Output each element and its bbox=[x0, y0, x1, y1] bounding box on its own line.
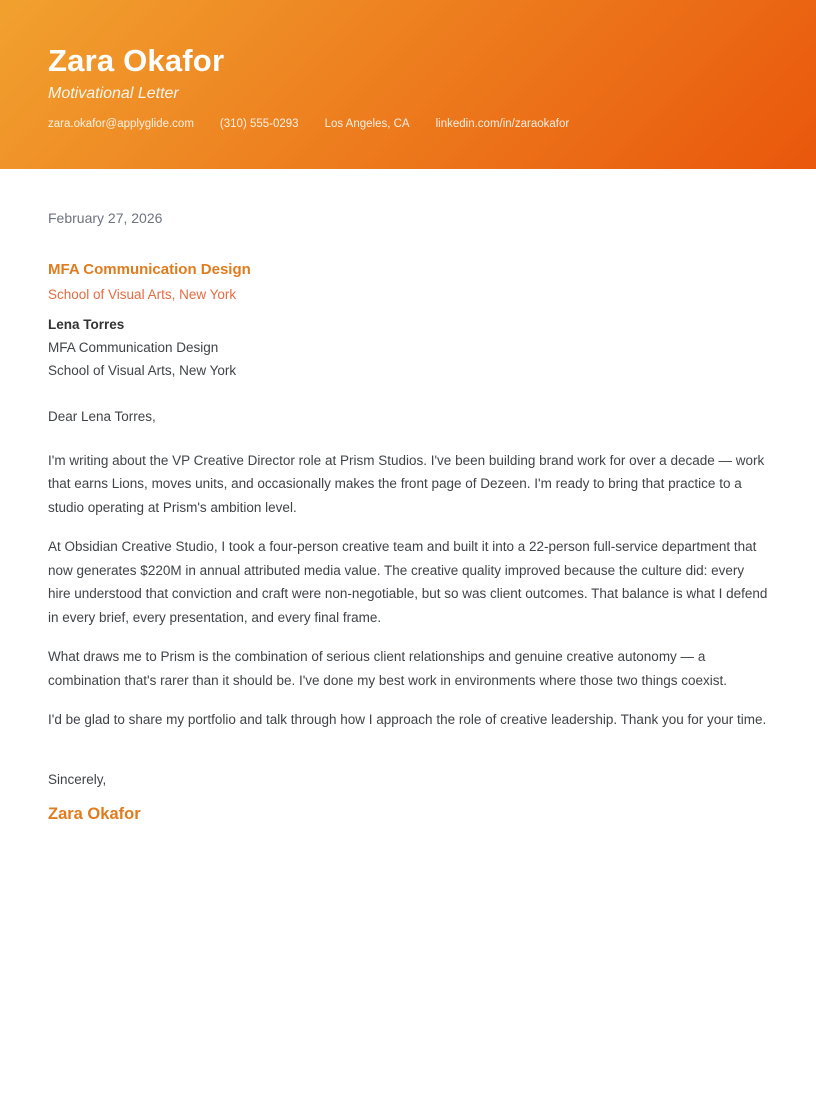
applicant-name-title: Zara Okafor bbox=[48, 43, 225, 78]
position-title: MFA Communication Design bbox=[48, 261, 251, 279]
recipient-block bbox=[48, 313, 768, 382]
document-type-subtitle: Motivational Letter bbox=[48, 85, 179, 103]
contact-location: Los Angeles, CA bbox=[324, 118, 410, 131]
contact-row bbox=[48, 118, 768, 131]
recipient-role: MFA Communication Design bbox=[48, 340, 219, 356]
position-organization: School of Visual Arts, New York bbox=[48, 286, 237, 302]
salutation: Dear Lena Torres, bbox=[48, 409, 156, 425]
letter-date: February 27, 2026 bbox=[48, 210, 163, 226]
contact-email: zara.okafor@applyglide.com bbox=[48, 118, 194, 131]
letter-header bbox=[0, 0, 816, 169]
contact-phone: (310) 555-0293 bbox=[219, 118, 299, 131]
recipient-name: Lena Torres bbox=[48, 317, 125, 333]
body-paragraph-4: I'd be glad to share my portfolio and talk through how I approach the role of creative leadership. Thank you for your time. bbox=[48, 712, 767, 728]
signature-name: Zara Okafor bbox=[48, 805, 141, 824]
closing: Sincerely, bbox=[48, 771, 107, 787]
recipient-organization: School of Visual Arts, New York bbox=[48, 363, 237, 379]
body-paragraph-2: At Obsidian Creative Studio, I took a four-person creative team and built it into a 22-person full-service department that now generates $220M in annual attributed media value. The creative quality improved because the culture did: every hire understood that conviction and craft were non-negotiable, but so was client outcomes. That balance is what I defend in every brief, every presentation, and every final frame. bbox=[48, 539, 768, 625]
letter-body bbox=[0, 169, 816, 825]
body-paragraph-3: What draws me to Prism is the combination of serious client relationships and genuine creative autonomy — a combination that's rarer than it should be. I've done my best work in environments where those two things coexist. bbox=[48, 649, 728, 688]
contact-linkedin: linkedin.com/in/zaraokafor bbox=[435, 118, 570, 131]
body-paragraph-1: I'm writing about the VP Creative Director role at Prism Studios. I've been building brand work for over a decade — work that earns Lions, moves units, and occasionally makes the front page of Dezeen. I'm ready to bring that practice to a studio operating at Prism's ambition level. bbox=[48, 452, 765, 515]
position-block bbox=[48, 262, 768, 302]
